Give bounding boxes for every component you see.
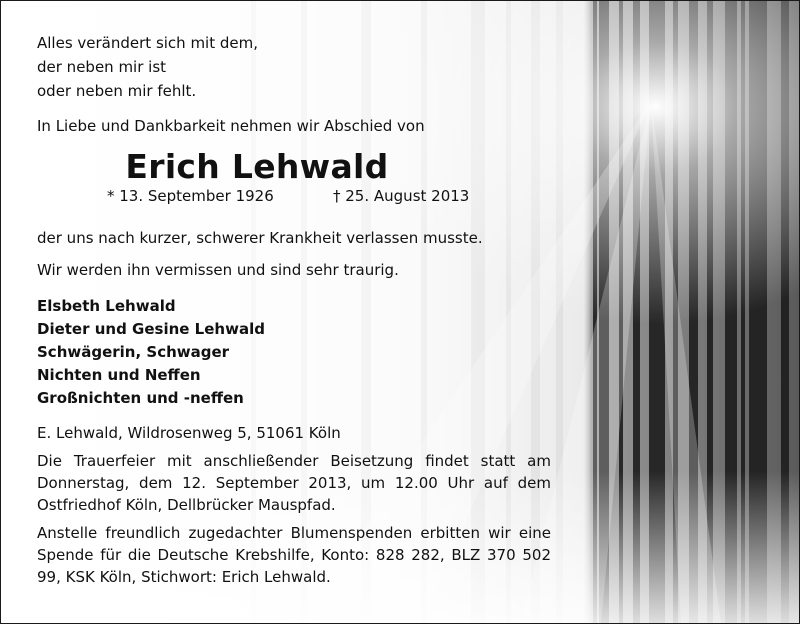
donation-info: Anstelle freundlich zugedachter Blumenspenden erbitten wir eine Spende für die Deutsche Krebshilfe, Konto: 828 282, BLZ 370 502 99, KSK Köln, Stichwort: Erich Lehwald. [37, 524, 551, 586]
poem-line: Alles verändert sich mit dem, [37, 34, 259, 52]
family-list [37, 295, 557, 410]
text-line: der uns nach kurzer, schwerer Krankheit verlassen musste. [37, 229, 483, 247]
birth-date: * 13. September 1926 [107, 187, 274, 205]
funeral-info: Die Trauerfeier mit anschließender Beisetzung findet statt am Donnerstag, dem 12. September 2013, um 12.00 Uhr auf dem Ostfriedhof Köln, Dellbrücker Mauspfad. [37, 452, 551, 514]
family-member: Großnichten und -neffen [37, 389, 244, 407]
deceased-name: Erich Lehwald [125, 147, 389, 186]
poem-line: oder neben mir fehlt. [37, 82, 197, 100]
intro-text: In Liebe und Dankbarkeit nehmen wir Abschied von [37, 117, 425, 135]
family-member: Dieter und Gesine Lehwald [37, 320, 265, 338]
family-member: Schwägerin, Schwager [37, 343, 230, 361]
poem-line: der neben mir ist [37, 58, 167, 76]
text-line: Wir werden ihn vermissen und sind sehr traurig. [37, 261, 399, 279]
life-dates [37, 187, 557, 211]
notice-text [37, 31, 557, 588]
address: E. Lehwald, Wildrosenweg 5, 51061 Köln [37, 424, 341, 442]
death-date: † 25. August 2013 [333, 187, 470, 205]
family-member: Elsbeth Lehwald [37, 297, 176, 315]
family-member: Nichten und Neffen [37, 366, 201, 384]
